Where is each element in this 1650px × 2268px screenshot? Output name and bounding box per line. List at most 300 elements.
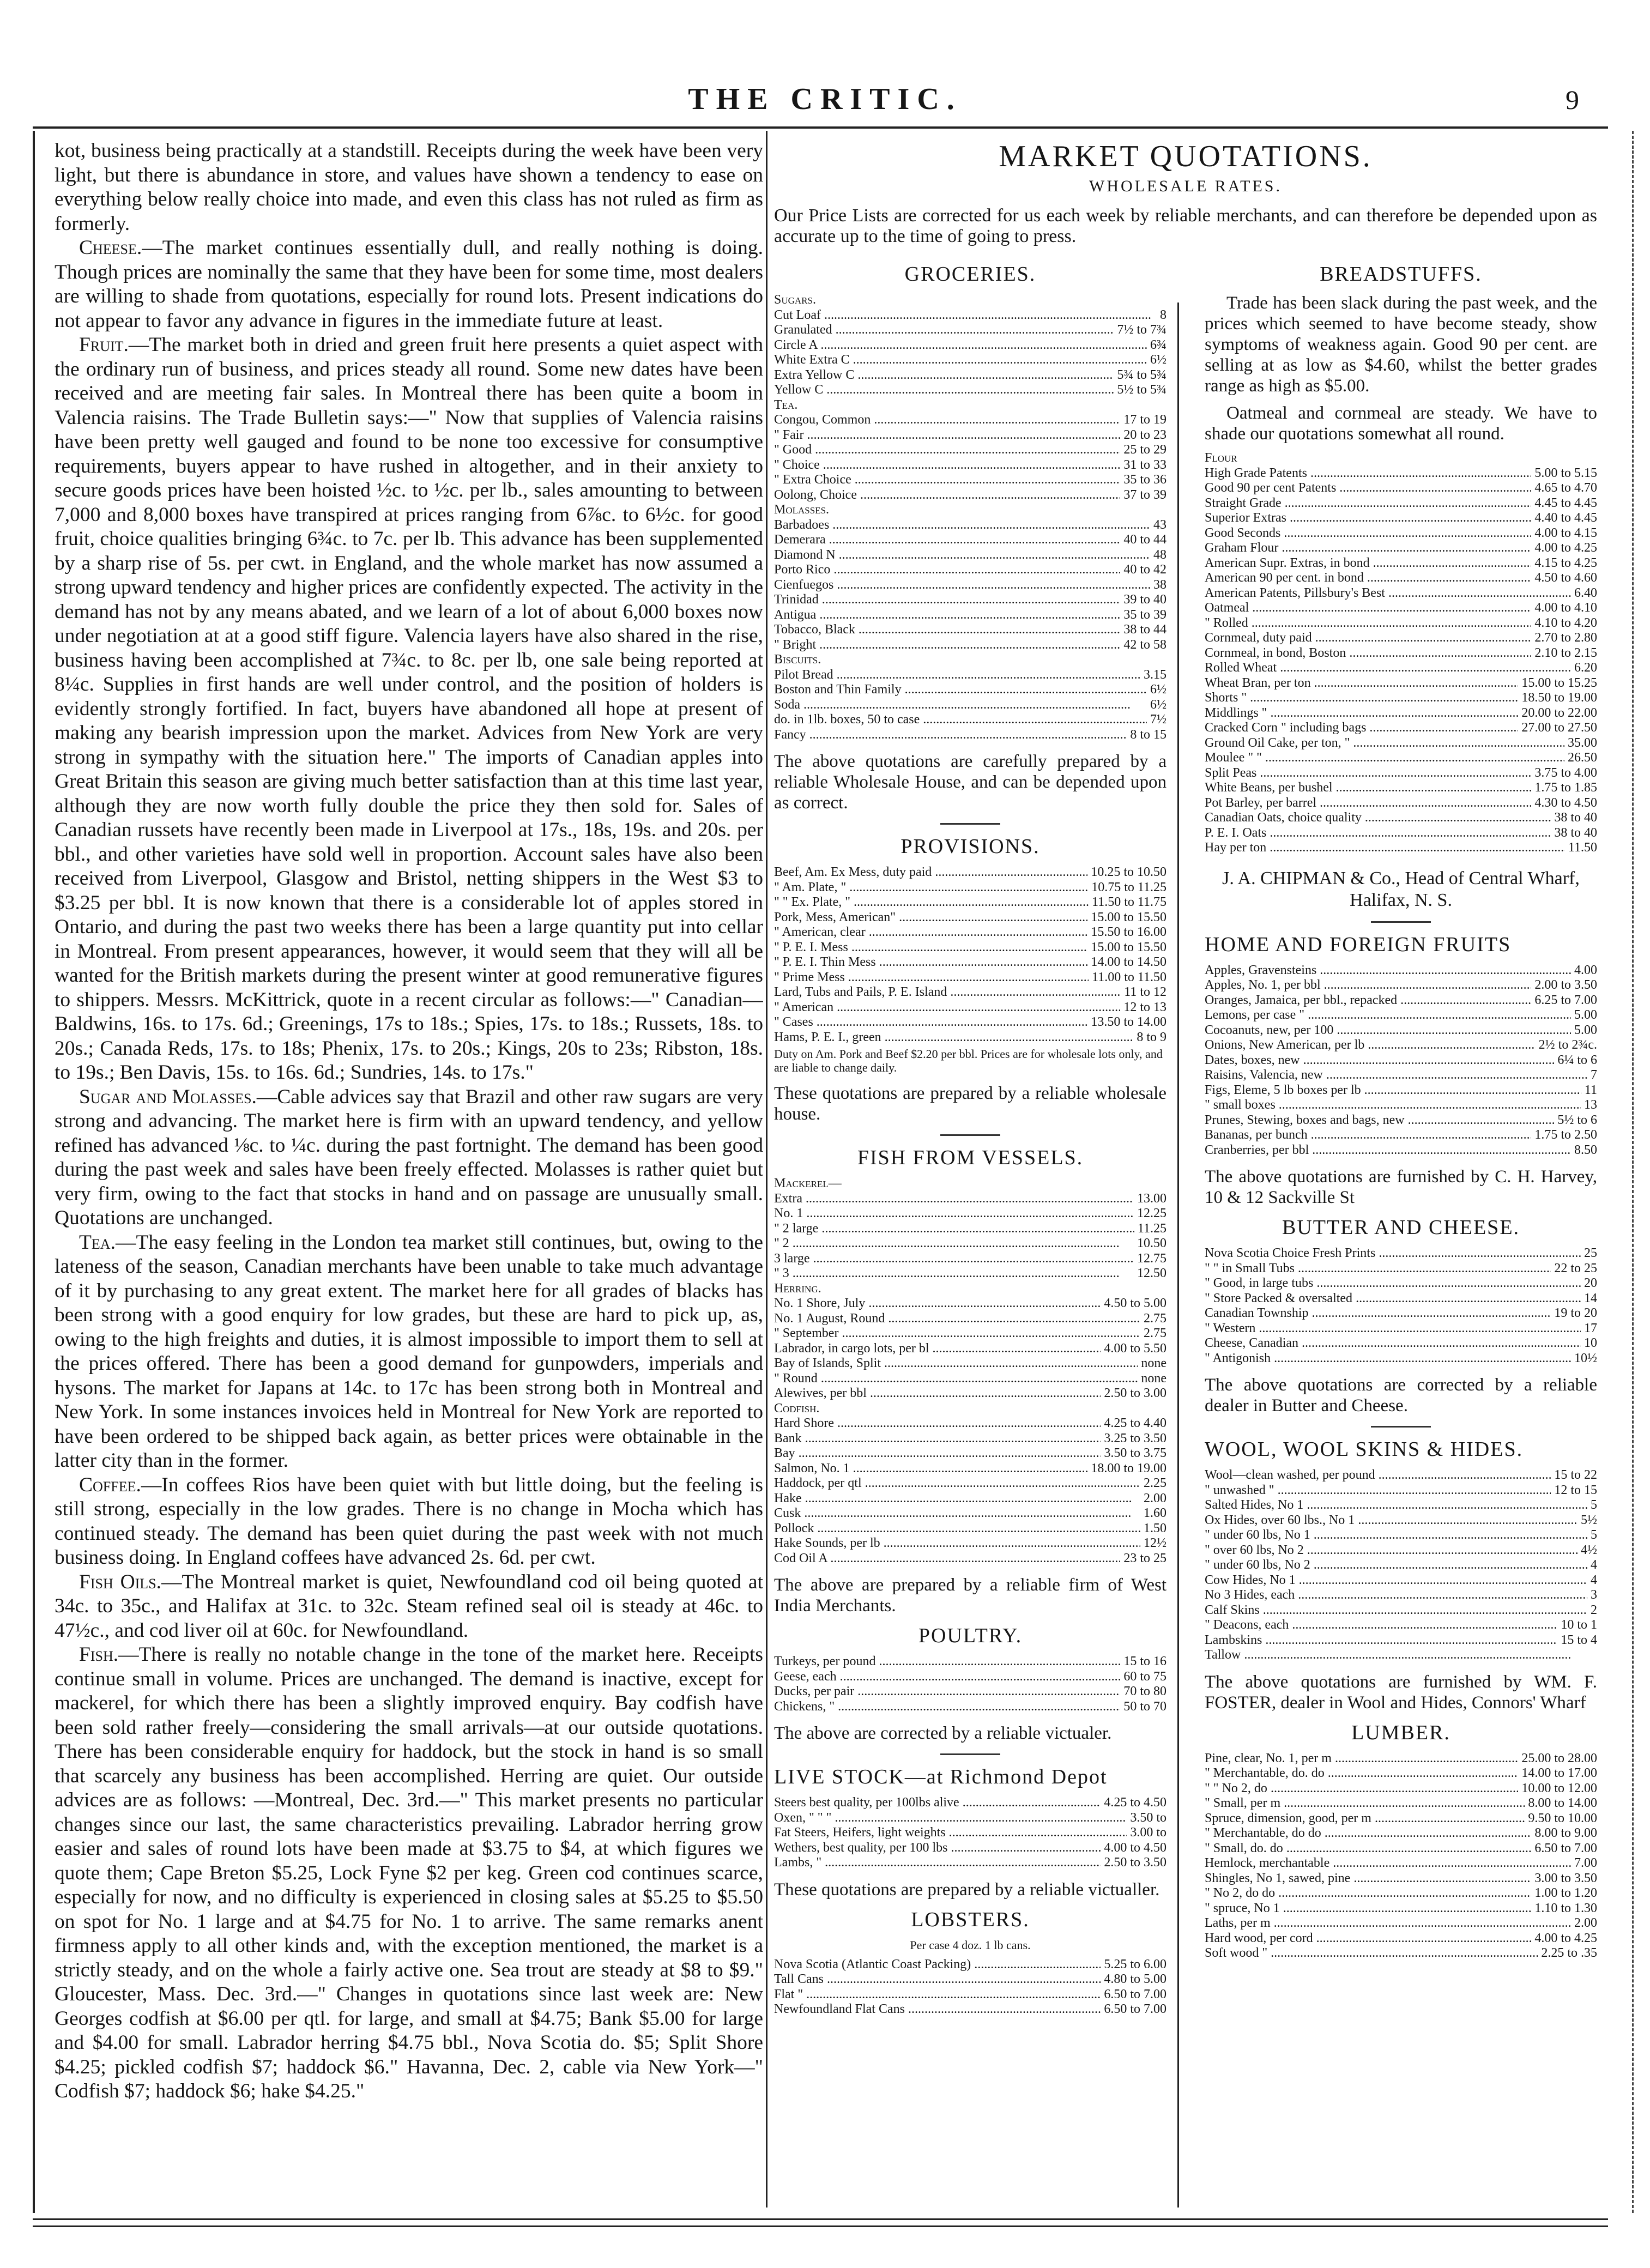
- market-quotations-title: MARKET QUOTATIONS.: [999, 140, 1373, 173]
- item-name: No. 1 August, Round .....: [774, 1311, 1140, 1327]
- item-price: 20 to 23: [1123, 427, 1167, 442]
- price-row: [774, 1536, 1167, 1551]
- item-price: 4.50 to 4.60: [1534, 571, 1597, 585]
- item-price: 4.65 to 4.70: [1534, 481, 1597, 495]
- price-row: [1205, 481, 1597, 496]
- running-head: [33, 82, 1617, 120]
- item-price: 7.00: [1574, 1856, 1597, 1870]
- item-name: do. in 1lb. boxes, 50 to case .....: [774, 712, 1147, 728]
- price-row: [1205, 1261, 1597, 1277]
- section-runin: Tea.: [79, 1231, 116, 1254]
- item-name: Shingles, No 1, sawed, pine .....: [1205, 1871, 1531, 1886]
- price-row: [1205, 1916, 1597, 1931]
- item-name: " 2 .....: [774, 1236, 1134, 1251]
- price-row: [1205, 541, 1597, 556]
- item-price: 15 to 22: [1554, 1468, 1597, 1482]
- item-price: 5.00: [1574, 1008, 1597, 1022]
- price-row: [774, 1476, 1167, 1491]
- item-name: Ground Oil Cake, per ton, " .....: [1205, 736, 1564, 751]
- item-price: 2.00 to 3.50: [1534, 978, 1597, 992]
- item-name: Rolled Wheat .....: [1205, 661, 1571, 676]
- item-price: 2.25 to .35: [1541, 1946, 1597, 1960]
- item-price: 50 to 70: [1123, 1699, 1167, 1714]
- item-name: " Bright .....: [774, 638, 1120, 653]
- price-row: [1205, 781, 1597, 796]
- item-name: Circle A .....: [774, 338, 1147, 353]
- item-price: 4.10 to 4.20: [1534, 615, 1597, 630]
- market-subcolumn-right: [1205, 255, 1597, 2017]
- item-name: Flat " .....: [774, 1987, 1101, 2003]
- breadstuffs-heading: BREADSTUFFS.: [1320, 263, 1482, 286]
- price-row: [1205, 1931, 1597, 1946]
- item-name: Barbadoes .....: [774, 518, 1150, 533]
- item-name: White Extra C .....: [774, 353, 1147, 368]
- item-name: Cracked Corn " including bags .....: [1205, 721, 1518, 736]
- price-row: [1205, 1826, 1597, 1841]
- price-row: [774, 985, 1167, 1000]
- flour-label: Flour: [1205, 451, 1237, 465]
- price-row: [1205, 1648, 1597, 1663]
- price-row: [1205, 706, 1597, 721]
- fruits-note: The above quotations are furnished by C. H. Harvey, 10 & 12 Sackville St: [1205, 1167, 1597, 1207]
- wool-list: [1205, 1468, 1597, 1663]
- price-row: [1205, 646, 1597, 661]
- item-price: 12 to 13: [1123, 1000, 1167, 1014]
- item-price: 6½: [1150, 353, 1167, 367]
- price-row: [1205, 676, 1597, 691]
- price-row: [1205, 556, 1597, 571]
- provisions-note: These quotations are prepared by a reliable wholesale house.: [774, 1084, 1167, 1124]
- item-name: Hams, P. E. I., green .....: [774, 1030, 1133, 1045]
- item-name: " Small, do. do .....: [1205, 1841, 1531, 1856]
- livestock-note: These quotations are prepared by a reliable victualler.: [774, 1879, 1160, 1900]
- article-paragraph: Fish Oils.—The Montreal market is quiet, Newfoundland cod oil being quoted at 34c. to 35c., and Halifax at 31c. to 32c. Steam refined seal oil is steady at 46c. to 47½c., and cod liver oil at 60c. for Newfoundland.: [55, 1570, 763, 1642]
- item-name: Hard Shore .....: [774, 1416, 1101, 1431]
- item-price: 7: [1591, 1068, 1597, 1082]
- item-name: Salted Hides, No 1 .....: [1205, 1498, 1587, 1513]
- item-price: 3.75 to 4.00: [1534, 765, 1597, 780]
- item-name: " over 60 lbs, No 2 .....: [1205, 1543, 1578, 1558]
- item-name: " Rolled .....: [1205, 616, 1531, 631]
- item-price: 1.50: [1144, 1521, 1167, 1535]
- price-row: [774, 473, 1167, 488]
- item-name: Ducks, per pair .....: [774, 1684, 1120, 1700]
- item-name: Good Seconds .....: [1205, 526, 1531, 541]
- item-price: 4.00 to 4.25: [1534, 1931, 1597, 1945]
- page-title: THE CRITIC.: [688, 82, 962, 116]
- item-name: Nova Scotia (Atlantic Coast Packing) .....: [774, 1957, 1101, 1973]
- fruits-heading: HOME AND FOREIGN FRUITS: [1205, 933, 1512, 956]
- market-quotations-subtitle: WHOLESALE RATES.: [1089, 177, 1282, 195]
- item-price: 11.50: [1568, 840, 1597, 855]
- price-row: [1205, 571, 1597, 586]
- item-name: No. 1 .....: [774, 1206, 1134, 1221]
- fish-list: [774, 1176, 1167, 1566]
- price-row: [774, 592, 1167, 608]
- item-name: Onions, New American, per lb .....: [1205, 1038, 1536, 1053]
- item-name: Nova Scotia Choice Fresh Prints .....: [1205, 1246, 1581, 1261]
- item-name: " small boxes .....: [1205, 1098, 1581, 1113]
- provisions-heading: PROVISIONS.: [900, 835, 1040, 858]
- item-price: 1.75 to 2.50: [1534, 1128, 1597, 1142]
- item-price: 35.00: [1568, 735, 1597, 750]
- section-runin: Fish.: [79, 1643, 119, 1666]
- item-price: 11.50 to 11.75: [1092, 895, 1167, 909]
- fish-note: The above are prepared by a reliable firm of West India Merchants.: [774, 1575, 1167, 1616]
- butter-list: [1205, 1246, 1597, 1366]
- price-row: [1205, 963, 1597, 978]
- item-name: Alewives, per bbl .....: [774, 1386, 1101, 1401]
- price-row: [1205, 826, 1597, 841]
- market-quotations-intro: Our Price Lists are corrected for us each week by reliable merchants, and can therefore be depended upon as accurate up to the time of going to press.: [774, 205, 1597, 246]
- item-price: 11 to 12: [1124, 985, 1167, 999]
- fish-heading: FISH FROM VESSELS.: [857, 1146, 1084, 1169]
- item-name: " " No 2, do .....: [1205, 1781, 1518, 1797]
- right-border-rule: [1632, 131, 1634, 2213]
- item-price: 14: [1584, 1291, 1597, 1305]
- category-label: Molasses.: [774, 503, 830, 517]
- item-price: 15.00 to 15.25: [1521, 675, 1597, 690]
- item-name: Cornmeal, in bond, Boston .....: [1205, 646, 1531, 661]
- price-row: [1205, 766, 1597, 781]
- item-price: 48: [1153, 547, 1167, 562]
- livestock-heading: LIVE STOCK—at Richmond Depot: [774, 1765, 1108, 1788]
- price-row: [1205, 1321, 1597, 1336]
- item-name: Porto Rico .....: [774, 563, 1120, 578]
- item-name: Cornmeal, duty paid .....: [1205, 631, 1531, 646]
- item-name: " " in Small Tubs .....: [1205, 1261, 1551, 1277]
- item-price: 38 to 40: [1554, 811, 1597, 825]
- item-price: 3.50 to: [1130, 1810, 1167, 1825]
- item-name: Salmon, No. 1 .....: [774, 1461, 1087, 1477]
- price-row: [1205, 511, 1597, 526]
- item-price: 11: [1584, 1082, 1597, 1097]
- price-row: [774, 458, 1167, 473]
- price-row: [1205, 1513, 1597, 1528]
- item-name: Labrador, in cargo lots, per bl .....: [774, 1341, 1101, 1357]
- item-price: 38 to 40: [1554, 825, 1597, 840]
- section-runin: Fish Oils.: [79, 1570, 162, 1593]
- price-row: [774, 895, 1167, 910]
- price-row: [774, 563, 1167, 578]
- price-row: [1205, 526, 1597, 541]
- item-price: 2.25: [1144, 1476, 1167, 1490]
- item-price: 4½: [1581, 1543, 1597, 1557]
- price-row: [1205, 691, 1597, 706]
- item-price: 14.00 to 17.00: [1521, 1766, 1597, 1780]
- item-price: 6¼ to 6: [1557, 1053, 1597, 1067]
- item-name: No 3 Hides, each .....: [1205, 1588, 1587, 1603]
- item-name: " P. E. I. Mess .....: [774, 940, 1087, 955]
- item-name: " Prime Mess .....: [774, 970, 1089, 985]
- price-row: [774, 1987, 1167, 2003]
- price-row: [1205, 661, 1597, 676]
- item-price: none: [1141, 1356, 1167, 1370]
- category-label: Herring.: [774, 1281, 821, 1296]
- price-row: [774, 1386, 1167, 1401]
- price-row: [774, 1371, 1167, 1387]
- price-row: [1205, 1023, 1597, 1038]
- item-price: 25: [1584, 1246, 1597, 1260]
- item-price: 12 to 15: [1554, 1483, 1597, 1497]
- item-name: Pollock .....: [774, 1521, 1140, 1537]
- breadstuffs-paragraph: Trade has been slack during the past week, and the prices which seemed to have become steady, show symptoms of weakness again. Good 90 per cent. are selling at as low as $4.60, whilst the better grades range as high as $5.00.: [1205, 293, 1597, 396]
- section-separator: [1371, 1426, 1431, 1428]
- item-name: Lambskins .....: [1205, 1633, 1557, 1648]
- item-price: 6½: [1150, 682, 1167, 697]
- item-name: American Supr. Extras, in bond .....: [1205, 556, 1531, 571]
- item-name: Diamond N .....: [774, 548, 1150, 563]
- price-row: [774, 1684, 1167, 1700]
- section-runin: Cheese.: [79, 237, 142, 259]
- item-price: 5.00 to 5.15: [1534, 465, 1597, 480]
- price-row: [1205, 1543, 1597, 1558]
- price-row: [1205, 978, 1597, 993]
- item-price: 10.00 to 12.00: [1521, 1781, 1597, 1795]
- price-row: [1205, 1528, 1597, 1543]
- item-price: 40 to 44: [1123, 533, 1167, 547]
- price-row: [1205, 631, 1597, 646]
- item-name: 3 large .....: [774, 1251, 1134, 1267]
- item-price: 8.00 to 9.00: [1534, 1826, 1597, 1840]
- price-row: [774, 1030, 1167, 1045]
- price-row: [774, 353, 1167, 368]
- item-price: 3: [1591, 1588, 1597, 1602]
- column-rule: [766, 131, 767, 2207]
- price-row: [1205, 1291, 1597, 1307]
- item-name: " Store Packed & oversalted .....: [1205, 1291, 1581, 1307]
- item-price: 8.50: [1574, 1142, 1597, 1157]
- item-price: 4.15 to 4.25: [1534, 555, 1597, 570]
- page-number: 9: [1566, 84, 1579, 115]
- item-price: 6.50 to 7.00: [1534, 1841, 1597, 1855]
- price-row: [774, 338, 1167, 353]
- provisions-duty-note: Duty on Am. Pork and Beef $2.20 per bbl. Prices are for wholesale lots only, and are liable to change daily.: [774, 1047, 1163, 1074]
- price-row: [774, 698, 1167, 713]
- price-row: [774, 323, 1167, 338]
- item-price: 11.00 to 11.50: [1092, 970, 1167, 984]
- item-price: 4.25 to 4.50: [1104, 1795, 1167, 1810]
- item-price: 5½ to 6: [1557, 1112, 1597, 1127]
- price-row: [1205, 1468, 1597, 1483]
- item-name: Fat Steers, Heifers, light weights .....: [774, 1825, 1127, 1841]
- item-price: 4: [1591, 1573, 1597, 1587]
- item-price: 2.70 to 2.80: [1534, 631, 1597, 645]
- item-name: Cheese, Canadian .....: [1205, 1336, 1581, 1351]
- item-name: Granulated .....: [774, 323, 1114, 338]
- wool-note: The above quotations are furnished by WM. F. FOSTER, dealer in Wool and Hides, Connors' Wharf: [1205, 1672, 1597, 1713]
- price-row: [774, 428, 1167, 443]
- item-price: 10: [1584, 1336, 1597, 1350]
- item-name: Pot Barley, per barrel .....: [1205, 796, 1531, 811]
- price-row: [774, 682, 1167, 698]
- price-row: [1205, 1946, 1597, 1961]
- price-row: [1205, 1068, 1597, 1083]
- item-name: " Cases .....: [774, 1015, 1087, 1030]
- item-price: 10½: [1574, 1351, 1597, 1365]
- price-row: [1205, 601, 1597, 616]
- item-name: " P. E. I. Thin Mess .....: [774, 955, 1087, 970]
- section-runin: Fruit.: [79, 334, 129, 356]
- item-name: Boston and Thin Family .....: [774, 682, 1147, 698]
- price-row: [774, 880, 1167, 896]
- item-name: Hard wood, per cord .....: [1205, 1931, 1531, 1946]
- article-paragraph: Fruit.—The market both in dried and green fruit here presents a quiet aspect with the ordinary run of business, and prices steady all round. Some new dates have been received and are meeting fair sales. In Montreal there has been quite a boom in Valencia raisins. The Trade Bulletin says:—" Now that supplies of Valencia raisins have been pretty well gauged and found to be none too excessive for consumptive requirements, buyers appear to have rushed in altogether, and in their anxiety to secure goods prices have been hoisted ½c. to ½c. per lb., sales amounting to between 7,000 and 8,000 boxes have transpired at prices ranging from 6⅞c. to 6½c. for good fruit, choice qualities bringing 6¾c. to 7c. per lb. This advance has been supplemented by a sharp rise of 5s. per cwt. in England, and the whole market has now assumed a strong upward tendency and higher prices are confidently expected. The activity in the demand has not by any means abated, and we learn of a lot of about 6,000 boxes now under negotiation at at a good stiff figure. Valencia layers have also shared in the rise, business having been accomplished at 7¾c. to 8c. per lb, one sale being reported at 8¼c. Supplies in first hands are well under control, and the position of holders is evidently strongly fortified. In fact, buyers have abandoned all hope at present of making any bearish impression upon the market. Advices from New York are very strong in sympathy with the situation here." The imports of Canadian apples into Great Britain this season are giving much better satisfaction than at this time last year, although they are now worth fully double the price they then sold for. Sales of Canadian russets have recently been made in Liverpool at 17s., 18s, 19s. and 20s. per bbl., and other varieties have sold well in proportion. Account sales have also been received from Liverpool, Glasgow and Bristol, netting shippers in the West $3 to $3.25 per bbl. It is now known that there is a considerable lot of apples stored in Ontario, and during the past two weeks there has been a large quantity put into cellar in Montreal. From present appearances, however, it would seem that they will all be wanted for the British markets during the present winter at good remunerative figures to shippers. Messrs. McKittrick, quote in a recent circular as follows:—" Canadian—Baldwins, 16s. to 17s. 6d.; Greenings, 17s to 18s.; Spies, 17s. to 18s.; Russets, 18s. to 20s.; Canada Reds, 17s. to 18s; Phenix, 17s. to 20s.; Kings, 20s to 23s; Ribston, 18s. to 19s.; Ben Davis, 15s. to 16s. 6d.; Sundries, 14s. to 17s.": [55, 334, 763, 1084]
- item-name: Tall Cans .....: [774, 1972, 1101, 1987]
- item-name: Wheat Bran, per ton .....: [1205, 676, 1518, 691]
- item-price: 13: [1584, 1098, 1597, 1112]
- price-row: [774, 910, 1167, 926]
- category-label: Tea.: [774, 397, 798, 412]
- item-price: 17 to 19: [1123, 413, 1167, 427]
- price-row: [774, 622, 1167, 638]
- item-name: Trinidad .....: [774, 592, 1120, 608]
- item-price: 31 to 33: [1123, 457, 1167, 472]
- price-row: [1205, 1113, 1597, 1128]
- article-paragraph: Sugar and Molasses.—Cable advices say that Brazil and other raw sugars are very strong and advancing. The market here is firm with an upward tendency, and yellow refined has advanced ⅛c. to ¼c. during the past fortnight. The demand has been good during the past week and sales have been freely effected. Molasses is rather quiet but very firm, owing to the fact that stocks in hand and on passage are unusually small. Quotations are unchanged.: [55, 1085, 763, 1229]
- item-name: Shorts " .....: [1205, 691, 1518, 706]
- item-name: No. 1 Shore, July .....: [774, 1296, 1101, 1311]
- item-price: 3.00 to: [1130, 1825, 1167, 1840]
- item-name: Lard, Tubs and Pails, P. E. Island .....: [774, 985, 1121, 1000]
- item-price: 11.25: [1137, 1221, 1167, 1236]
- item-price: 8 to 15: [1130, 727, 1167, 742]
- poultry-list: [774, 1654, 1167, 1714]
- category-label: Codfish.: [774, 1401, 820, 1416]
- price-row: [774, 1015, 1167, 1030]
- item-price: 6.40: [1574, 585, 1597, 600]
- article-paragraph: Tea.—The easy feeling in the London tea market still continues, but, owing to the lateness of the season, Canadian merchants have been unable to take much advantage of it by purchasing to any great extent. The market here for all grades of blacks has been strong with a good enquiry for low grades, but these are hard to pick up, as, owing to the high freights and duties, it is almost impossible to import them to sell at the prices offered. There has been a good demand for gunpowders, imperials and hysons. The market for Japans at 14c. to 17c has been strong both in Montreal and New York. In some instances invoices held in Montreal for New York are reported to have been ordered to be shipped back again, as better prices were obtainable in the latter city than in the former.: [55, 1231, 763, 1472]
- item-name: Wethers, best quality, per 100 lbs .....: [774, 1841, 1101, 1856]
- item-name: American 90 per cent. in bond .....: [1205, 571, 1531, 586]
- price-row: [1205, 1008, 1597, 1023]
- item-name: " 3 .....: [774, 1266, 1134, 1281]
- item-price: 5¾ to 5¾: [1117, 367, 1167, 382]
- price-row: [774, 712, 1167, 728]
- item-name: Oatmeal .....: [1205, 601, 1531, 616]
- item-price: 4.50 to 5.00: [1104, 1296, 1167, 1310]
- item-name: " American, clear .....: [774, 925, 1087, 940]
- item-price: 42 to 58: [1123, 637, 1167, 652]
- item-name: Apples, Gravensteins .....: [1205, 963, 1571, 978]
- price-row: [1205, 1483, 1597, 1498]
- price-row: [1205, 1871, 1597, 1886]
- item-name: Pilot Bread .....: [774, 668, 1140, 683]
- price-row: [774, 1311, 1167, 1327]
- item-name: High Grade Patents .....: [1205, 466, 1531, 481]
- price-row: [1205, 993, 1597, 1008]
- item-price: 12.25: [1137, 1206, 1167, 1220]
- item-price: 10.75 to 11.25: [1091, 880, 1167, 894]
- lobsters-list: [774, 1957, 1167, 2017]
- market-report-column: [55, 139, 763, 2205]
- item-name: Turkeys, per pound .....: [774, 1654, 1120, 1670]
- price-row: [774, 488, 1167, 503]
- section-runin: Coffee.: [79, 1473, 141, 1496]
- item-price: 5.00: [1574, 1023, 1597, 1037]
- price-row: [774, 518, 1167, 533]
- item-price: 38: [1153, 577, 1167, 592]
- item-name: Laths, per m .....: [1205, 1916, 1571, 1931]
- item-price: 5½ to 5¾: [1117, 383, 1167, 397]
- item-name: Raisins, Valencia, new .....: [1205, 1068, 1587, 1083]
- item-price: 9.50 to 10.00: [1528, 1811, 1597, 1825]
- price-row: [774, 548, 1167, 563]
- item-price: 5½: [1581, 1513, 1597, 1527]
- price-row: [1205, 1618, 1597, 1633]
- price-row: [1205, 1603, 1597, 1618]
- item-name: " Merchantable, do. do .....: [1205, 1766, 1518, 1781]
- item-name: " Good, in large tubs .....: [1205, 1276, 1581, 1291]
- price-row: [1205, 1498, 1597, 1513]
- price-row: [774, 1446, 1167, 1461]
- item-price: 4.30 to 4.50: [1534, 795, 1597, 810]
- price-row: [774, 2002, 1167, 2017]
- market-subcolumn-left: [774, 255, 1167, 2017]
- item-name: " Fair .....: [774, 428, 1120, 443]
- item-price: 10.50: [1137, 1236, 1167, 1250]
- price-row: [774, 578, 1167, 593]
- price-row: [1205, 466, 1597, 481]
- head-rule: [33, 126, 1608, 129]
- item-price: 25 to 29: [1123, 443, 1167, 457]
- item-name: Soda .....: [774, 698, 1147, 713]
- price-row: [774, 533, 1167, 548]
- price-row: [774, 1221, 1167, 1237]
- market-quotations-column: [774, 139, 1597, 2205]
- price-row: [774, 970, 1167, 985]
- price-row: [1205, 496, 1597, 511]
- price-row: [1205, 1143, 1597, 1158]
- item-price: 26.50: [1568, 751, 1597, 765]
- poultry-heading: POULTRY.: [918, 1624, 1023, 1647]
- breadstuffs-dealer: J. A. CHIPMAN & Co., Head of Central Wharf, Halifax, N. S.: [1222, 868, 1580, 910]
- item-price: 4.45 to 4.45: [1534, 495, 1597, 510]
- item-name: Pine, clear, No. 1, per m .....: [1205, 1751, 1518, 1767]
- item-name: " Merchantable, do do .....: [1205, 1826, 1531, 1841]
- item-price: 4.00 to 4.25: [1534, 541, 1597, 555]
- item-price: 17: [1584, 1321, 1597, 1335]
- item-name: P. E. I. Oats .....: [1205, 826, 1551, 841]
- price-row: [774, 1491, 1167, 1507]
- price-row: [1205, 1811, 1597, 1827]
- breadstuffs-list: [1205, 466, 1597, 856]
- item-name: " under 60 lbs, No 1 .....: [1205, 1528, 1587, 1543]
- price-row: [1205, 1098, 1597, 1113]
- item-price: 4.25 to 4.40: [1104, 1416, 1167, 1430]
- item-name: Cienfuegos .....: [774, 578, 1150, 593]
- item-name: Beef, Am. Ex Mess, duty paid .....: [774, 865, 1087, 880]
- section-runin: Sugar and Molasses.: [79, 1085, 257, 1108]
- price-row: [774, 1000, 1167, 1015]
- price-row: [1205, 1246, 1597, 1261]
- item-price: 3.15: [1144, 667, 1167, 682]
- price-row: [1205, 1766, 1597, 1781]
- price-row: [1205, 1751, 1597, 1767]
- price-row: [774, 1521, 1167, 1537]
- category-label: Biscuits.: [774, 652, 821, 667]
- item-name: Bay .....: [774, 1446, 1101, 1461]
- item-name: " American .....: [774, 1000, 1120, 1015]
- price-row: [774, 728, 1167, 743]
- fruits-list: [1205, 963, 1597, 1158]
- price-row: [1205, 1841, 1597, 1856]
- item-name: Oranges, Jamaica, per bbl., repacked .....: [1205, 993, 1531, 1008]
- price-row: [774, 1795, 1167, 1811]
- item-price: 6.50 to 7.00: [1104, 2002, 1167, 2016]
- groceries-note: The above quotations are carefully prepared by a reliable Wholesale House, and can be depended upon as correct.: [774, 752, 1167, 813]
- item-name: Cut Loaf .....: [774, 308, 1157, 323]
